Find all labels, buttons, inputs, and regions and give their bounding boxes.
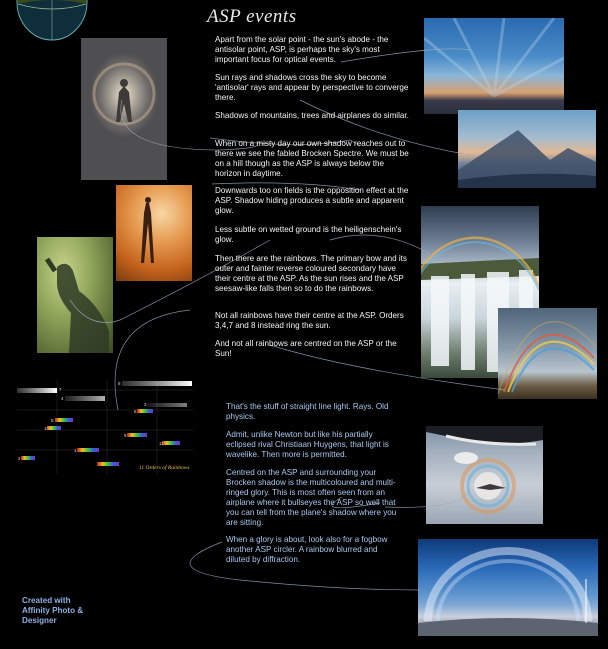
straight-light-paragraph: That's the stuff of straight line light. Rays. Old physics. — [226, 402, 389, 422]
fogbow-paragraph: When a glory is about, look also for a fogbow another ASP circler. A rainbow blurred and diluted by diffraction. — [226, 535, 388, 565]
huygens-paragraph: Admit, unlike Newton but like his partially eclipsed rival Christiaan Huygens, that light is wavelike. Then more is permitted. — [226, 430, 389, 460]
chart-order-label: 8 — [118, 381, 121, 386]
chart-order-label: 2 — [18, 456, 21, 461]
shadows-paragraph: Shadows of mountains, trees and airplanes do similar. — [215, 111, 409, 120]
brocken-paragraph: When on a misty day our own shadow reaches out to there we see the fabled Brocken Spectre. We must be on a hill though as the ASP is always below the horizon in daytime. — [215, 139, 409, 179]
chart-order-label: 1 — [74, 448, 77, 453]
chart-order-label: 6 — [134, 409, 137, 414]
rainbows-paragraph: Then there are the rainbows. The primary bow and its outer and fainter reverse coloured secondary have their centre at the ASP. As the sun rises and the ASP seesaw-like falls then so to do the rainbows. — [215, 254, 407, 294]
not-centred-paragraph: And not all rainbows are centred on the ASP or the Sun! — [215, 339, 397, 359]
intro-paragraph: Apart from the solar point - the sun's abode - the antisolar point, ASP, is perhaps the sky's most important focus for optical events. — [215, 35, 389, 65]
chart-order-label: 5 — [51, 418, 54, 423]
orders-paragraph: Not all rainbows have their centre at the ASP. Orders 3,4,7 and 8 instead ring the sun. — [215, 311, 404, 331]
chart-order-label: 11 — [159, 441, 164, 446]
chart-order-label: 3 — [144, 402, 147, 407]
chart-order-label: 9 — [124, 433, 127, 438]
opposition-paragraph: Downwards too on fields is the opposition effect at the ASP. Shadow hiding produces a subtle and apparent glow. — [215, 186, 409, 216]
chart-order-label: 4 — [61, 396, 64, 401]
rays-paragraph: Sun rays and shadows cross the sky to become 'antisolar' rays and appear by perspective to converge there. — [215, 73, 409, 103]
chart-order-label: 10 — [44, 426, 50, 431]
credit-text: Created with Affinity Photo & Designer — [22, 596, 84, 626]
chart-order-label: 7 — [59, 387, 62, 392]
chart-caption: 11 Orders of Rainbows — [139, 465, 190, 471]
heiligenschein-paragraph: Less subtle on wetted ground is the heiligenschein's glow. — [215, 225, 402, 245]
glory-paragraph: Centred on the ASP and surrounding your Brocken shadow is the multicoloured and multi-ringed glory. This is most often seen from an airplane where it bullseyes the ASP so well that you can tell from the plane's shadow where you are sitting. — [226, 468, 397, 528]
page-title: ASP events — [207, 6, 297, 27]
